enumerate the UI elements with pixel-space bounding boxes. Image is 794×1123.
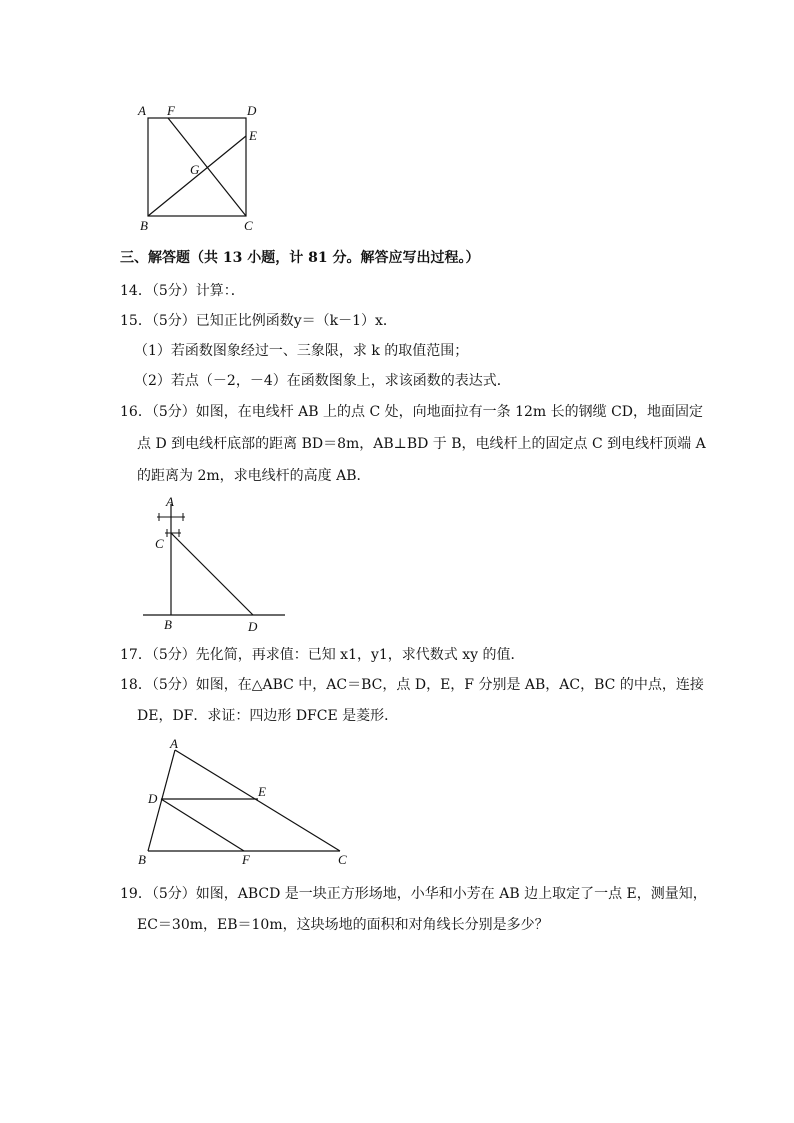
label-F: F (242, 852, 250, 866)
label-E: E (249, 128, 257, 143)
label-B: B (164, 617, 172, 632)
label-A: A (138, 103, 146, 118)
question-14: 14．（5分）计算：． (120, 283, 245, 299)
question-18-line2: DE，DF．求证：四边形 DFCE 是菱形． (137, 708, 399, 724)
question-15-stem: 15．（5分）已知正比例函数y＝（k－1）x． (120, 313, 397, 329)
figure-square-abcd (130, 98, 270, 238)
label-D: D (148, 791, 158, 806)
label-F: F (167, 103, 175, 118)
question-16-line3: 的距离为 2m，求电线杆的高度 AB． (137, 468, 371, 484)
label-E: E (258, 784, 266, 799)
question-15-part1: （1）若函数图象经过一、三象限，求 k 的取值范围； (134, 343, 469, 359)
label-D: D (248, 619, 258, 634)
figure-pole (135, 494, 295, 639)
question-15-part2: （2）若点（－2，－4）在函数图象上，求该函数的表达式． (134, 373, 511, 389)
section-heading: 三、解答题（共 13 小题，计 81 分。解答应写出过程。） (120, 250, 480, 266)
question-19-line1: 19．（5分）如图，ABCD 是一块正方形场地，小华和小芳在 AB 边上取定了一点 E，测量知， (120, 886, 707, 902)
label-C: C (244, 218, 253, 233)
label-G: G (190, 162, 200, 177)
label-C: C (155, 536, 164, 551)
label-A: A (166, 494, 174, 509)
label-C: C (338, 852, 347, 866)
figure-triangle-abc (130, 734, 360, 866)
label-B: B (140, 218, 148, 233)
question-18-line1: 18．（5分）如图，在△ABC 中，AC＝BC，点 D，E，F 分别是 AB，AC，BC 的中点，连接 (120, 677, 704, 693)
question-16-line2: 点 D 到电线杆底部的距离 BD＝8m，AB⊥BD 于 B，电线杆上的固定点 C 到电线杆顶端 A (137, 436, 706, 452)
label-B: B (138, 852, 146, 866)
label-D: D (247, 103, 257, 118)
label-A: A (170, 736, 178, 751)
question-17: 17．（5分）先化简，再求值：已知 x1，y1，求代数式 xy 的值． (120, 647, 525, 663)
question-19-line2: EC＝30m，EB＝10m，这块场地的面积和对角线长分别是多少？ (137, 917, 549, 933)
question-16-line1: 16．（5分）如图，在电线杆 AB 上的点 C 处，向地面拉有一条 12m 长的钢缆 CD，地面固定 (120, 404, 704, 420)
